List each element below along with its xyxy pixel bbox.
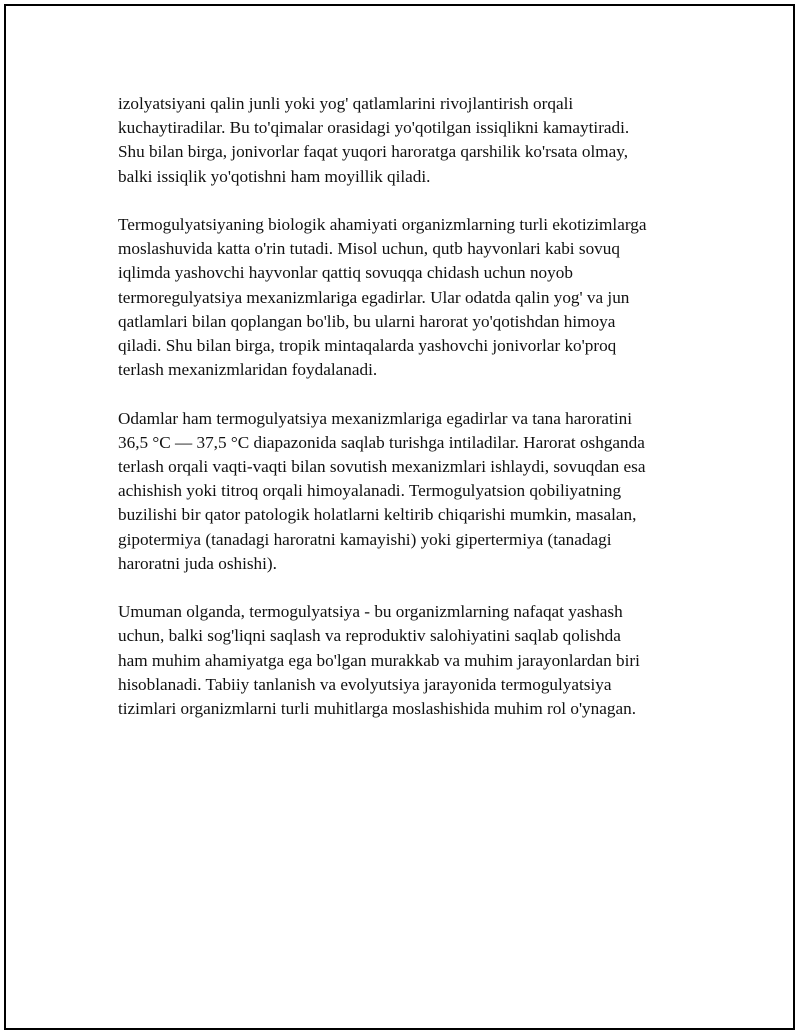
text-line: Termogulyatsiyaning biologik ahamiyati organizmlarning turli ekotizimlarga — [118, 215, 647, 234]
text-line: terlash mexanizmlaridan foydalanadi. — [118, 360, 378, 380]
paragraph-4 — [118, 600, 708, 721]
paragraph-3 — [118, 407, 708, 576]
document-body — [118, 92, 708, 745]
text-line: Shu bilan birga, jonivorlar faqat yuqori haroratga qarshilik ko'rsata olmay, — [118, 142, 628, 162]
text-line: terlash orqali vaqti-vaqti bilan sovutish mexanizmlari ishlaydi, sovuqdan esa — [118, 457, 646, 477]
paragraph-1 — [118, 92, 708, 189]
text-line: balki issiqlik yo'qotishni ham moyillik qiladi. — [118, 166, 431, 186]
text-line: kuchaytiradilar. Bu to'qimalar orasidagi yo'qotilgan issiqlikni kamaytiradi. — [118, 118, 630, 138]
text-line: qatlamlari bilan qoplangan bo'lib, bu ularni harorat yo'qotishdan himoya — [118, 311, 616, 331]
text-line: buzilishi bir qator patologik holatlarni keltirib chiqarishi mumkin, masalan, — [118, 505, 637, 525]
text-line: Umuman olganda, termogulyatsiya - bu organizmlarning nafaqat yashash — [118, 602, 623, 622]
text-line: hisoblanadi. Tabiiy tanlanish va evolyutsiya jarayonida termogulyatsiya — [118, 674, 612, 694]
text-line: gipotermiya (tanadagi haroratni kamayishi) yoki gipertermiya (tanadagi — [118, 529, 612, 549]
text-line: Odamlar ham termogulyatsiya mexanizmlariga egadirlar va tana haroratini — [118, 408, 632, 428]
text-line: tizimlari organizmlarni turli muhitlarga moslashishida muhim rol o'ynagan. — [118, 699, 636, 719]
paragraph-2 — [118, 213, 708, 382]
text-line: haroratni juda oshishi). — [118, 553, 277, 573]
text-line: termoregulyatsiya mexanizmlariga egadirlar. Ular odatda qalin yog' va jun — [118, 287, 630, 307]
text-line: uchun, balki sog'liqni saqlash va reproduktiv salohiyatini saqlab qolishda — [118, 626, 621, 646]
text-line: ham muhim ahamiyatga ega bo'lgan murakkab va muhim jarayonlardan biri — [118, 650, 640, 670]
text-line: achishish yoki titroq orqali himoyalanadi. Termogulyatsion qobiliyatning — [118, 481, 622, 501]
text-line: izolyatsiyani qalin junli yoki yog' qatlamlarini rivojlantirish orqali — [118, 94, 574, 113]
text-line: 36,5 °C — 37,5 °C diapazonida saqlab turishga intiladilar. Harorat oshganda — [118, 432, 645, 452]
text-line: iqlimda yashovchi hayvonlar qattiq sovuqqa chidash uchun noyob — [118, 263, 573, 283]
text-line: moslashuvida katta o'rin tutadi. Misol uchun, qutb hayvonlari kabi sovuq — [118, 239, 620, 259]
text-line: qiladi. Shu bilan birga, tropik mintaqalarda yashovchi jonivorlar ko'proq — [118, 336, 617, 356]
